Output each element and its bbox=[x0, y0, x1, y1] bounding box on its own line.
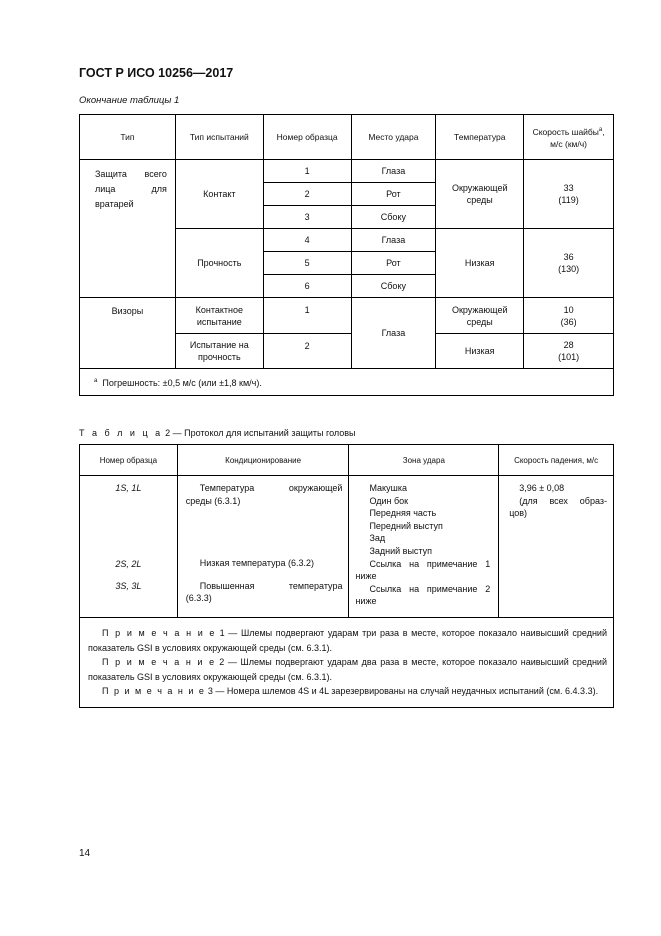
place-cell: Сбоку bbox=[351, 206, 436, 229]
type-visors-text: Визоры bbox=[111, 306, 144, 316]
conditioning-column bbox=[177, 476, 349, 618]
place-cell: Рот bbox=[351, 252, 436, 275]
note-text: 3 — Номера шлемов 4S и 4L зарезервированы на случай неудачных испытаний (см. 6.4.3.3). bbox=[207, 686, 599, 696]
sample-2: 2S, 2L bbox=[115, 558, 142, 569]
temp-ambient-text: Окружающей среды bbox=[451, 183, 508, 205]
speed-cell bbox=[524, 229, 614, 298]
place-cell: Глаза bbox=[351, 229, 436, 252]
type-face-protection bbox=[80, 160, 176, 298]
table1-header-row bbox=[80, 115, 614, 160]
place-cell: Рот bbox=[351, 183, 436, 206]
note-label: П р и м е ч а н и е bbox=[102, 628, 216, 638]
note-text: 1 — Шлемы подвергают ударам три раза в месте, которое показало наивысший средний показатель GSI в условиях окружающей среды (см. 6.3.1). bbox=[88, 628, 607, 653]
col-temperature: Температура bbox=[436, 115, 524, 160]
speed-kmh: (130) bbox=[558, 264, 580, 274]
speed-value: 28 bbox=[563, 340, 574, 350]
note-text: 2 — Шлемы подвергают ударам два раза в месте, которое показало наивысший средний показатель GSI в условиях окружающей среды (см. 6.3.1). bbox=[88, 657, 607, 682]
note-2 bbox=[88, 655, 607, 684]
zone-item: Зад bbox=[369, 533, 386, 544]
drop-speed-note-2: цов) bbox=[509, 508, 528, 519]
note-3 bbox=[88, 684, 607, 699]
drop-speed-value: 3,96 ± 0,08 bbox=[519, 483, 565, 493]
table2-caption-text: 2 — Протокол для испытаний защиты головы bbox=[165, 428, 356, 438]
col-drop-speed: Скорость падения, м/с bbox=[499, 445, 614, 476]
conditioning-low: Низкая температура (6.3.2) bbox=[199, 558, 314, 569]
conditioning-ambient-1: Температура окружающей bbox=[199, 483, 343, 493]
table2-notes bbox=[80, 618, 614, 708]
drop-speed-note-1: (для всех образ- bbox=[519, 495, 607, 506]
table2-notes-row bbox=[80, 618, 614, 708]
sample-cell: 4 bbox=[263, 229, 351, 252]
test-contact-trial bbox=[175, 298, 263, 334]
footnote-mark: a bbox=[94, 378, 98, 384]
speed-kmh: (36) bbox=[560, 316, 577, 327]
speed-cell bbox=[524, 298, 614, 334]
speed-value: 33 bbox=[563, 183, 574, 193]
speed-value: 36 bbox=[563, 252, 574, 262]
sample-cell: 1 bbox=[263, 160, 351, 183]
table2-header-row bbox=[80, 445, 614, 476]
zone-item: Передний выступ bbox=[369, 520, 443, 531]
col-impact-zone: Зона удара bbox=[349, 445, 499, 476]
table-row bbox=[80, 298, 614, 334]
temp-low: Низкая bbox=[436, 229, 524, 298]
sample-cell: 3 bbox=[263, 206, 351, 229]
test-contact: Контакт bbox=[175, 160, 263, 229]
test-strength: Прочность bbox=[175, 229, 263, 298]
speed-kmh: (101) bbox=[558, 352, 580, 362]
place-cell: Глаза bbox=[351, 298, 436, 369]
zone-item: Ссылка на примечание 2 bbox=[369, 583, 491, 594]
samples-column bbox=[80, 476, 178, 618]
table1-footnote-row bbox=[80, 369, 614, 396]
col-impact-place: Место удара bbox=[351, 115, 436, 160]
speed-value: 10 bbox=[563, 304, 574, 315]
zones-list bbox=[355, 482, 490, 608]
speed-cell bbox=[524, 334, 614, 369]
test-contact-trial-text: Контактное испытание bbox=[195, 304, 244, 327]
table1-footnote bbox=[80, 369, 614, 396]
temp-ambient bbox=[436, 160, 524, 229]
table2-caption bbox=[79, 428, 356, 438]
conditioning-high-2: (6.3.3) bbox=[185, 593, 212, 604]
col-puck-speed: Скорость шайбы$^a$, м/с (км/ч) bbox=[524, 115, 614, 160]
note-label: П р и м е ч а н и е bbox=[102, 686, 206, 696]
zone-item: Один бок bbox=[369, 495, 409, 506]
col-conditioning: Кондиционирование bbox=[177, 445, 349, 476]
col-sample-number: Номер образца bbox=[263, 115, 351, 160]
temp-ambient-visor-text: Окружающей среды bbox=[451, 304, 508, 327]
sample-cell: 6 bbox=[263, 275, 351, 298]
type-face-text: Защита всего лица для вратарей bbox=[95, 169, 167, 209]
puck-speed-label: Скорость шайбы bbox=[532, 126, 599, 137]
sample-3: 3S, 3L bbox=[115, 581, 142, 592]
table2-caption-label: Т а б л и ц а bbox=[79, 428, 163, 438]
temp-ambient-visor bbox=[436, 298, 524, 334]
speed-kmh: (119) bbox=[558, 195, 579, 205]
table-row bbox=[80, 160, 614, 183]
note-label: П р и м е ч а н и е bbox=[102, 657, 216, 667]
puck-speed-units: м/с (км/ч) bbox=[550, 138, 588, 149]
zone-item: Задний выступ bbox=[369, 545, 433, 556]
sample-cell: 2 bbox=[263, 183, 351, 206]
table-1 bbox=[79, 114, 614, 396]
zone-item: ниже bbox=[355, 596, 377, 607]
footnote-text: Погрешность: ±0,5 м/с (или ±1,8 км/ч). bbox=[102, 378, 262, 388]
sample-cell: 5 bbox=[263, 252, 351, 275]
zone-item: Ссылка на примечание 1 bbox=[369, 558, 491, 569]
col-type: Тип bbox=[80, 115, 176, 160]
col-sample-number: Номер образца bbox=[80, 445, 178, 476]
type-visors bbox=[80, 298, 176, 369]
table-row bbox=[80, 476, 614, 618]
col-test-type: Тип испытаний bbox=[175, 115, 263, 160]
document-header: ГОСТ Р ИСО 10256—2017 bbox=[79, 66, 234, 80]
page-number: 14 bbox=[79, 848, 91, 859]
conditioning-high-1: Повышенная температура bbox=[199, 580, 343, 591]
table-2 bbox=[79, 444, 614, 708]
note-1 bbox=[88, 626, 607, 655]
temp-low-visor: Низкая bbox=[436, 334, 524, 369]
speed-cell bbox=[524, 160, 614, 229]
zone-item: ниже bbox=[355, 571, 377, 582]
place-cell: Глаза bbox=[351, 160, 436, 183]
test-strength-trial-text: Испытание на прочность bbox=[189, 340, 249, 362]
conditioning-ambient-2: среды (6.3.1) bbox=[185, 495, 241, 506]
speed-column bbox=[499, 476, 614, 618]
place-cell: Сбоку bbox=[351, 275, 436, 298]
sample-cell: 1 bbox=[263, 298, 351, 334]
sample-cell: 2 bbox=[263, 334, 351, 369]
footnote-mark: a bbox=[598, 127, 603, 134]
zone-item: Передняя часть bbox=[369, 508, 437, 519]
zone-item: Макушка bbox=[369, 483, 407, 493]
table1-caption: Окончание таблицы 1 bbox=[79, 95, 180, 106]
zones-column bbox=[349, 476, 499, 618]
sample-1: 1S, 1L bbox=[115, 483, 142, 493]
test-strength-trial bbox=[175, 334, 263, 369]
